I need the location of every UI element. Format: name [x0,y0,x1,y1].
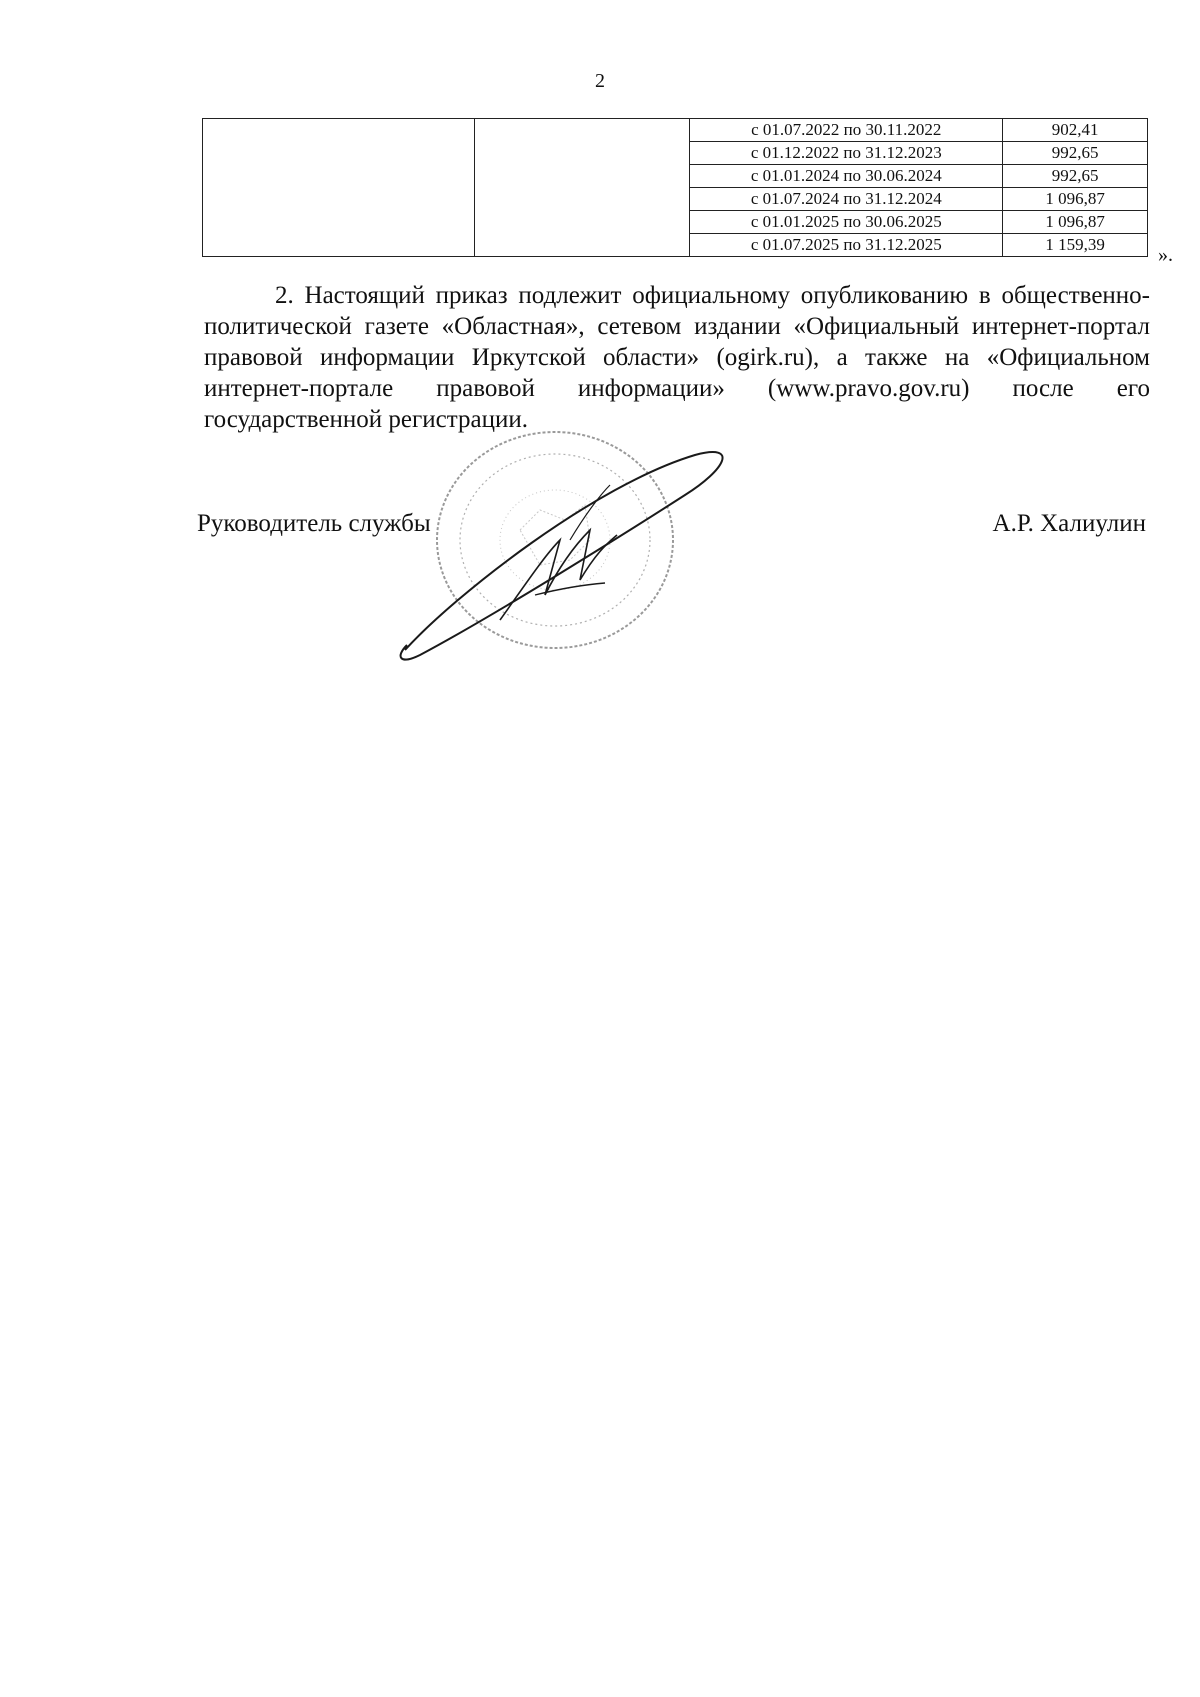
handwritten-signature [395,445,775,670]
page-number: 2 [595,70,605,92]
table-cell-value: 992,65 [1003,142,1148,165]
table-cell-empty [203,119,475,257]
table-cell-period: с 01.07.2022 по 30.11.2022 [690,119,1003,142]
table-cell-period: с 01.01.2024 по 30.06.2024 [690,165,1003,188]
tariff-table [202,118,1148,257]
table-cell-period: с 01.07.2025 по 31.12.2025 [690,234,1003,257]
table-cell-value: 992,65 [1003,165,1148,188]
table-cell-value: 1 159,39 [1003,234,1148,257]
table-cell-value: 1 096,87 [1003,188,1148,211]
table-cell-value: 1 096,87 [1003,211,1148,234]
table-cell-period: с 01.12.2022 по 31.12.2023 [690,142,1003,165]
table-closing-quote: ». [1158,244,1173,266]
signer-title: Руководитель службы [197,510,431,537]
table-cell-period: с 01.01.2025 по 30.06.2025 [690,211,1003,234]
table-cell-value: 902,41 [1003,119,1148,142]
body-paragraph: 2. Настоящий приказ подлежит официальному опубликованию в общественно-политической газете «Областная», сетевом издании «Официальный интернет-портал правовой информации Иркутской области» (ogirk.ru), а также на «Официальном интернет-портале правовой информации» (www.pravo.gov.ru) после его государственной регистрации. [204,282,1150,433]
table-cell-empty [475,119,690,257]
signer-name: А.Р. Халиулин [992,510,1146,537]
table-row [203,119,1148,142]
table-cell-period: с 01.07.2024 по 31.12.2024 [690,188,1003,211]
